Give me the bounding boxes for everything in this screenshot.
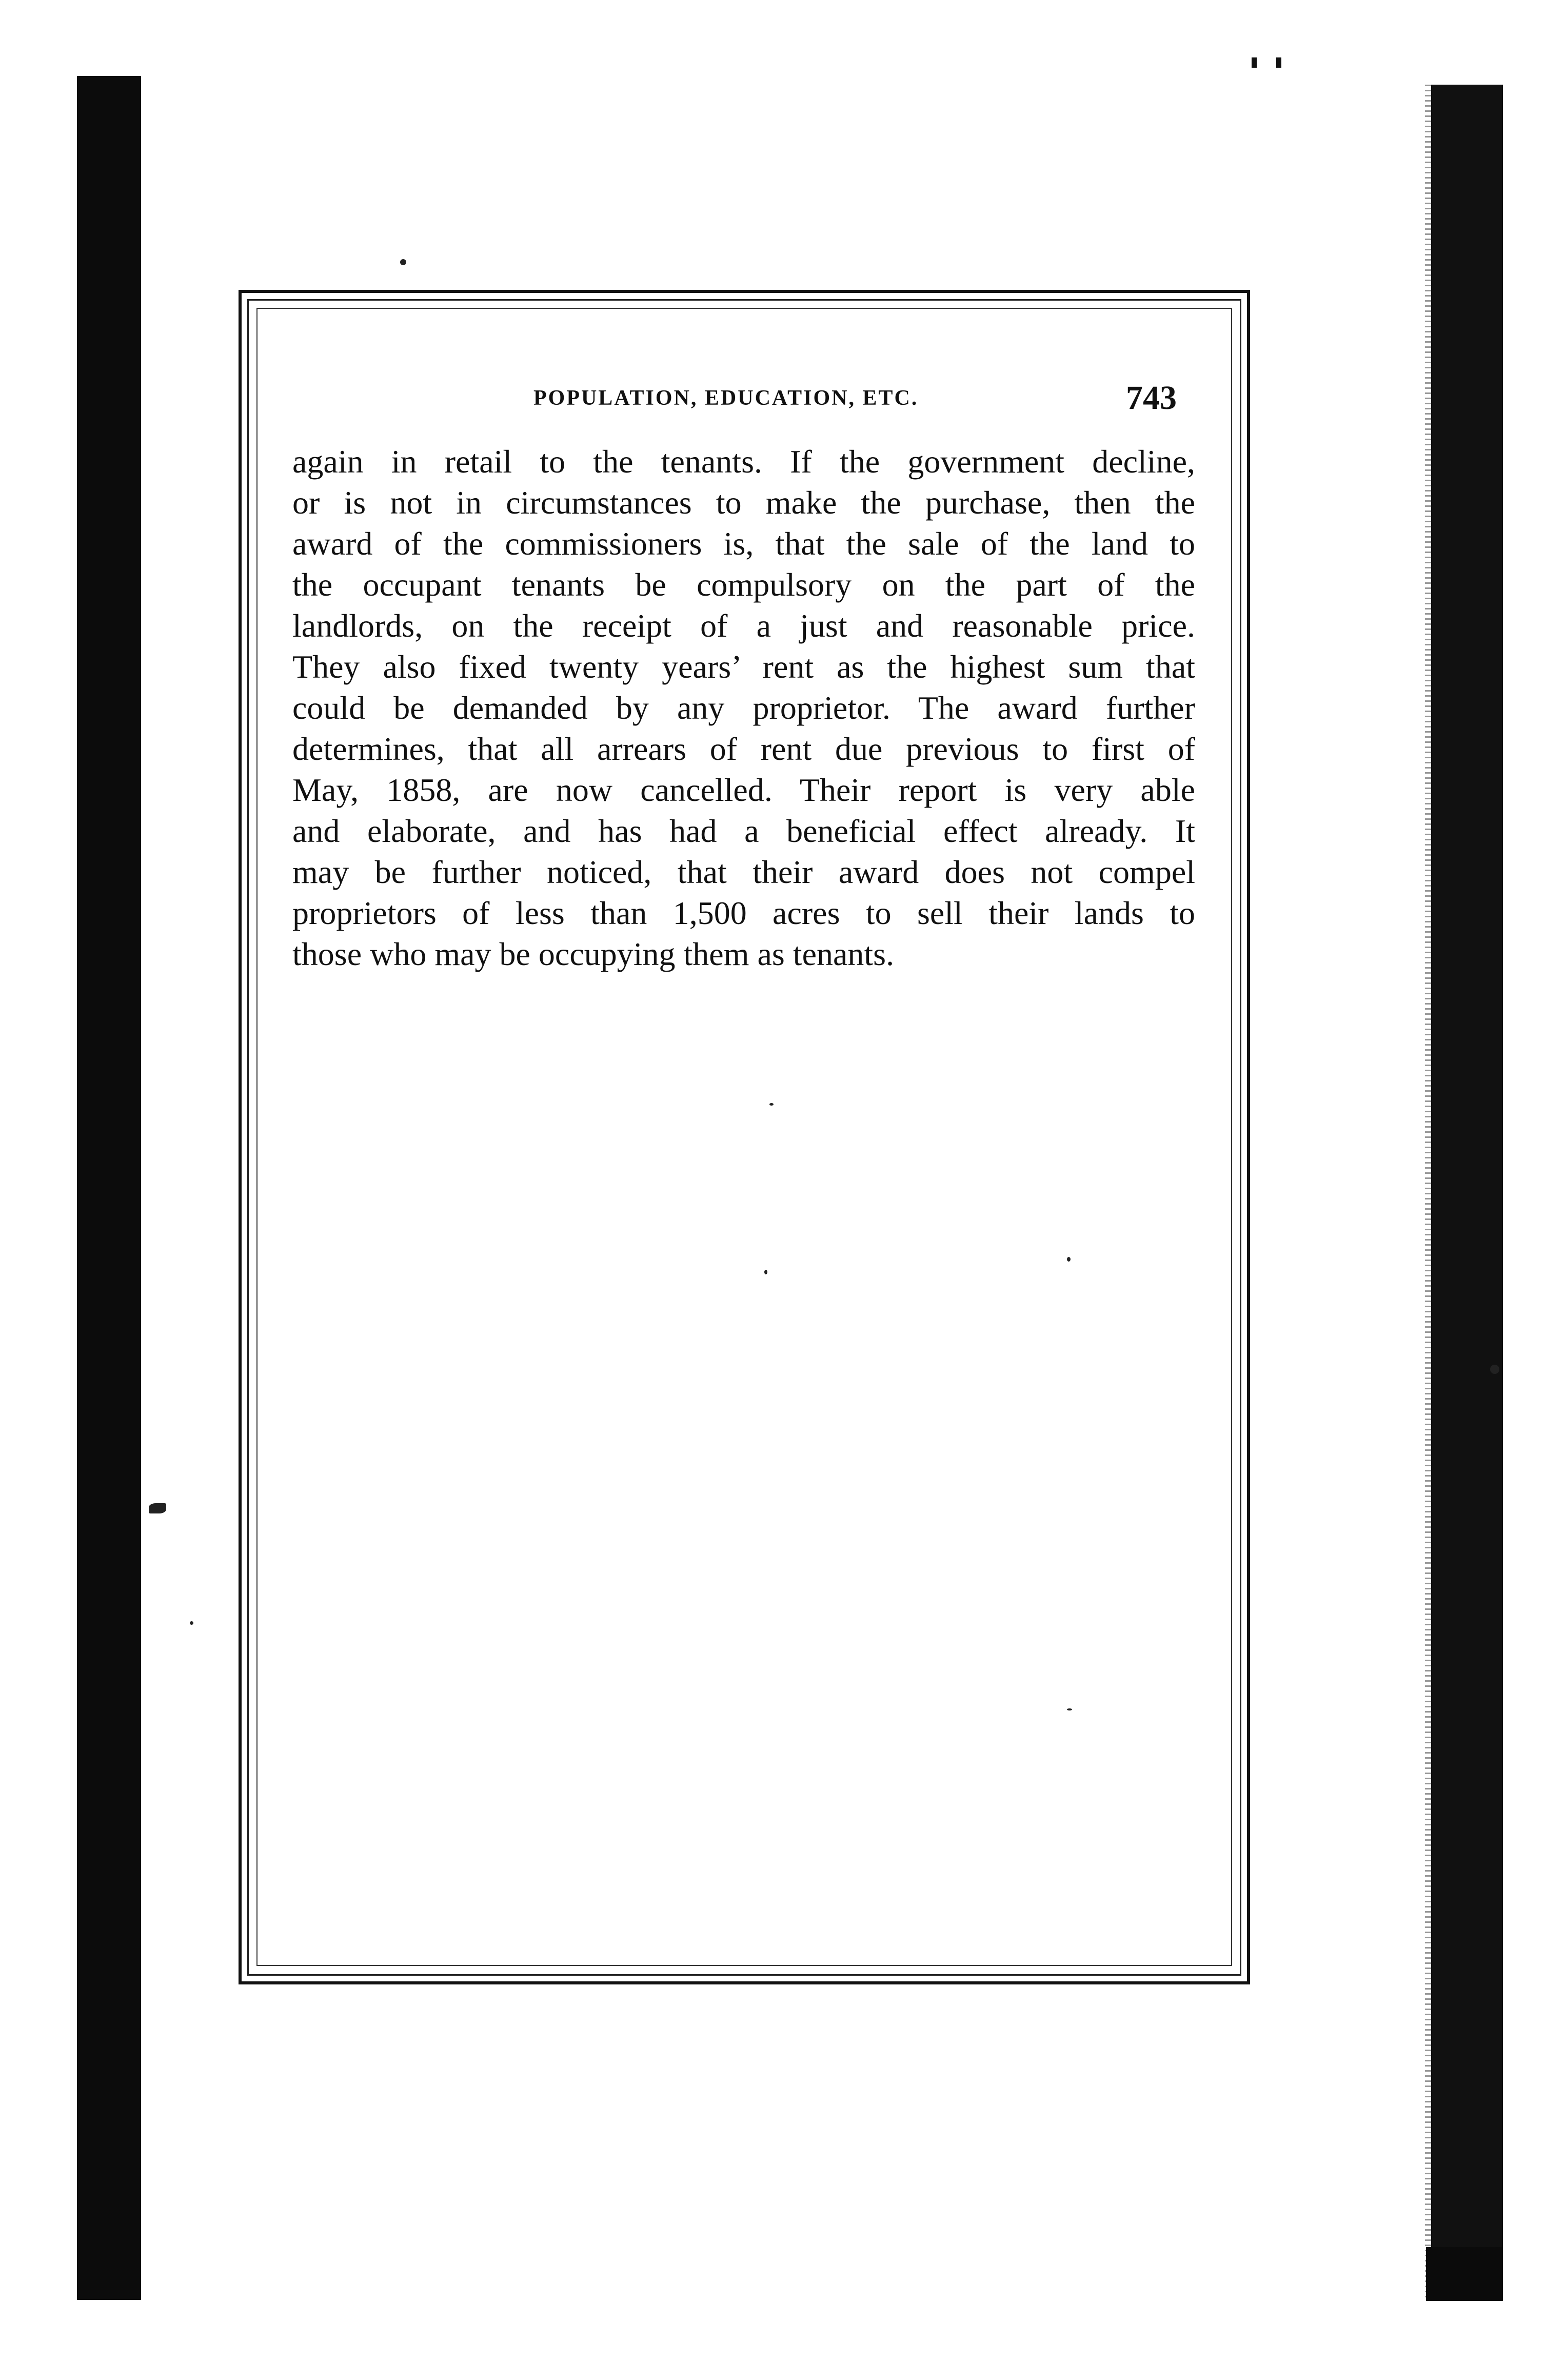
scan-speck (1067, 1708, 1072, 1710)
text-line: the occupant tenants be compulsory on the part of the (292, 566, 1195, 603)
scan-speck (190, 1621, 193, 1625)
text-line: those who may be occupying them as tenants. (292, 936, 895, 972)
scan-speck (1490, 1365, 1499, 1374)
scan-speck (764, 1270, 767, 1274)
text-line: award of the commissioners is, that the sale of the land to (292, 525, 1195, 562)
text-line: may be further noticed, that their award does not compel (292, 854, 1195, 890)
text-line: or is not in circumstances to make the purchase, then the (292, 484, 1195, 521)
scan-speck (769, 1103, 774, 1106)
text-line: They also fixed twenty years’ rent as the highest sum that (292, 648, 1195, 685)
text-line: May, 1858, are now cancelled. Their report is very able (292, 772, 1195, 808)
scan-right-edge (1431, 85, 1503, 2301)
text-line: again in retail to the tenants. If the government decline, (292, 443, 1195, 480)
scan-left-edge (77, 76, 141, 2300)
scan-speck (400, 259, 406, 265)
text-line: proprietors of less than 1,500 acres to sell their lands to (292, 895, 1195, 931)
top-scan-marks (1252, 57, 1293, 69)
page-number: 743 (1126, 379, 1177, 417)
scan-speck (149, 1503, 166, 1513)
text-line: determines, that all arrears of rent due previous to first of (292, 731, 1195, 767)
scan-right-edge-bottom (1426, 2247, 1503, 2301)
scan-mark (1276, 57, 1281, 68)
running-head: POPULATION, EDUCATION, ETC. (533, 386, 919, 410)
text-line: landlords, on the receipt of a just and reasonable price. (292, 607, 1195, 644)
body-text (292, 441, 1195, 975)
scan-mark (1252, 57, 1257, 68)
text-line: could be demanded by any proprietor. The award further (292, 690, 1195, 726)
text-line: and elaborate, and has had a beneficial effect already. It (292, 813, 1195, 849)
scan-speck (1067, 1257, 1071, 1262)
